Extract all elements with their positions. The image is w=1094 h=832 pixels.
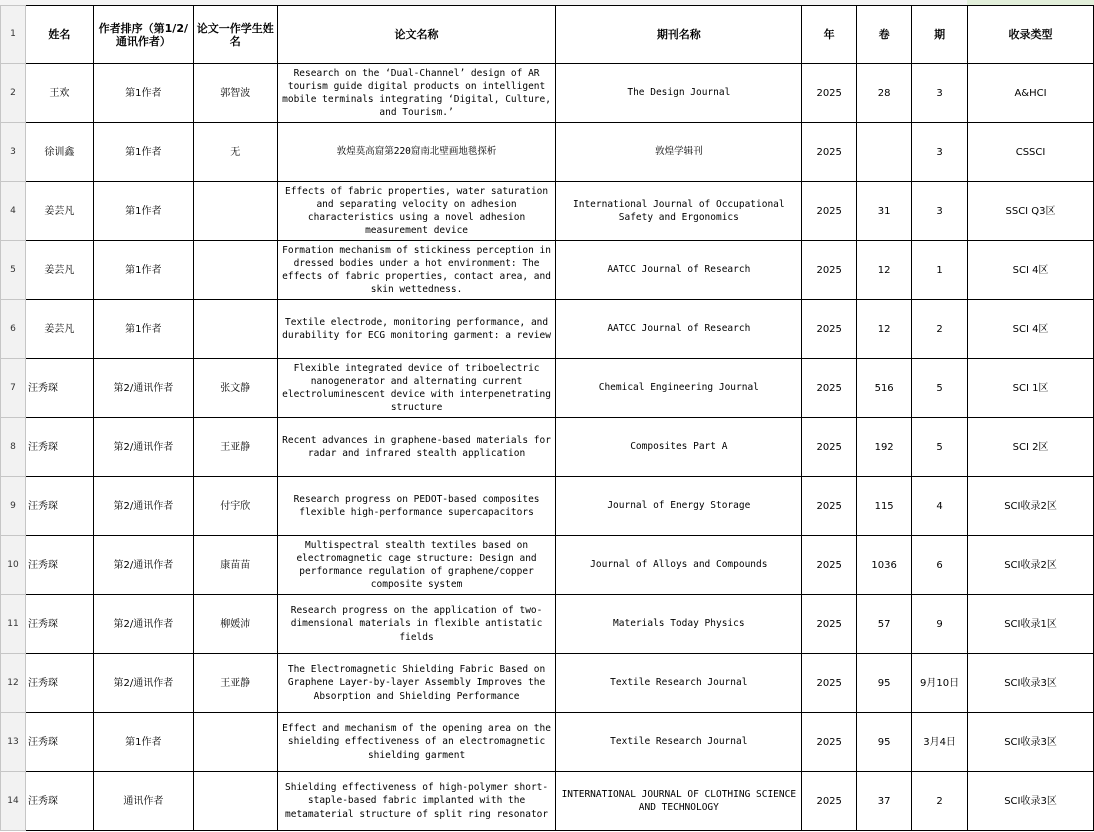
cell-author-rank[interactable]: 第1作者 [93, 241, 193, 300]
cell-volume[interactable]: 37 [857, 772, 912, 831]
cell-index[interactable]: SCI收录1区 [968, 595, 1094, 654]
cell-name[interactable]: 汪秀琛 [25, 595, 93, 654]
cell-issue[interactable]: 5 [912, 359, 968, 418]
cell-name[interactable]: 汪秀琛 [25, 536, 93, 595]
cell-journal[interactable]: Chemical Engineering Journal [556, 359, 802, 418]
cell-name[interactable]: 汪秀琛 [25, 772, 93, 831]
table-row [1, 477, 1094, 536]
cell-volume[interactable]: 516 [857, 359, 912, 418]
cell-author-rank[interactable]: 第2/通讯作者 [93, 359, 193, 418]
cell-issue[interactable]: 4 [912, 477, 968, 536]
cell-title[interactable]: Research progress on PEDOT-based composites flexible high-performance supercapacitors [277, 477, 556, 536]
cell-volume[interactable] [857, 123, 912, 182]
cell-journal[interactable]: International Journal of Occupational Safety and Ergonomics [556, 182, 802, 241]
cell-index[interactable]: SCI收录2区 [968, 477, 1094, 536]
cell-author-rank[interactable]: 第1作者 [93, 123, 193, 182]
cell-journal[interactable]: AATCC Journal of Research [556, 300, 802, 359]
row-number[interactable]: 11 [1, 595, 26, 654]
cell-author-rank[interactable]: 第2/通讯作者 [93, 418, 193, 477]
row-number[interactable]: 14 [1, 772, 26, 831]
cell-volume[interactable]: 115 [857, 477, 912, 536]
cell-index[interactable]: SCI收录3区 [968, 654, 1094, 713]
cell-index[interactable]: SCI 4区 [968, 241, 1094, 300]
cell-name[interactable]: 徐训鑫 [25, 123, 93, 182]
cell-index[interactable]: SCI收录3区 [968, 713, 1094, 772]
cell-title[interactable]: Research on the ‘Dual-Channel’ design of AR tourism guide digital products on intelligent mobile terminals integrating ‘Digital, Culture, and Tourism.’ [277, 64, 556, 123]
col-header-year[interactable]: 年 [802, 6, 857, 64]
cell-title[interactable]: Effects of fabric properties, water saturation and separating velocity on adhesion characteristics using a novel adhesion measurement device [277, 182, 556, 241]
row-number[interactable]: 5 [1, 241, 26, 300]
cell-year[interactable]: 2025 [802, 182, 857, 241]
cell-author-rank[interactable]: 第2/通讯作者 [93, 595, 193, 654]
col-header-issue[interactable]: 期 [912, 6, 968, 64]
cell-issue[interactable]: 3月4日 [912, 713, 968, 772]
cell-name[interactable]: 汪秀琛 [25, 654, 93, 713]
papers-table [0, 5, 1094, 831]
cell-volume[interactable]: 192 [857, 418, 912, 477]
row-number[interactable]: 3 [1, 123, 26, 182]
cell-year[interactable]: 2025 [802, 300, 857, 359]
cell-journal[interactable]: The Design Journal [556, 64, 802, 123]
cell-journal[interactable]: Textile Research Journal [556, 713, 802, 772]
row-number[interactable]: 7 [1, 359, 26, 418]
row-number[interactable]: 9 [1, 477, 26, 536]
cell-index[interactable]: SCI 2区 [968, 418, 1094, 477]
cell-volume[interactable]: 1036 [857, 536, 912, 595]
cell-issue[interactable]: 2 [912, 300, 968, 359]
row-number[interactable]: 2 [1, 64, 26, 123]
table-row [1, 713, 1094, 772]
cell-title[interactable]: Flexible integrated device of triboelectric nanogenerator and alternating current electroluminescent device with interpenetrating structure [277, 359, 556, 418]
cell-index[interactable]: SCI收录2区 [968, 536, 1094, 595]
cell-issue[interactable]: 1 [912, 241, 968, 300]
cell-name[interactable]: 汪秀琛 [25, 477, 93, 536]
cell-title[interactable]: Shielding effectiveness of high-polymer short-staple-based fabric implanted with the metamaterial structure of split ring resonator [277, 772, 556, 831]
cell-name[interactable]: 汪秀琛 [25, 418, 93, 477]
cell-year[interactable]: 2025 [802, 713, 857, 772]
cell-index[interactable]: A&HCI [968, 64, 1094, 123]
cell-index[interactable]: SCI收录3区 [968, 772, 1094, 831]
cell-volume[interactable]: 28 [857, 64, 912, 123]
row-number[interactable]: 12 [1, 654, 26, 713]
cell-year[interactable]: 2025 [802, 772, 857, 831]
header-row [1, 6, 1094, 64]
cell-author-rank[interactable]: 第1作者 [93, 713, 193, 772]
cell-author-rank[interactable]: 第1作者 [93, 182, 193, 241]
table-row [1, 536, 1094, 595]
cell-title[interactable]: Research progress on the application of two-dimensional materials in flexible antistatic fields [277, 595, 556, 654]
cell-index[interactable]: SSCI Q3区 [968, 182, 1094, 241]
cell-year[interactable]: 2025 [802, 654, 857, 713]
cell-volume[interactable]: 12 [857, 241, 912, 300]
cell-name[interactable]: 王欢 [25, 64, 93, 123]
col-header-index[interactable]: 收录类型 [968, 6, 1094, 64]
cell-index[interactable]: SCI 4区 [968, 300, 1094, 359]
table-row [1, 64, 1094, 123]
cell-student[interactable]: 王亚静 [193, 418, 277, 477]
cell-volume[interactable]: 95 [857, 654, 912, 713]
cell-journal[interactable]: Materials Today Physics [556, 595, 802, 654]
col-header-journal[interactable]: 期刊名称 [556, 6, 802, 64]
cell-title[interactable]: Textile electrode, monitoring performance, and durability for ECG monitoring garment: a review [277, 300, 556, 359]
cell-student[interactable] [193, 713, 277, 772]
cell-student[interactable]: 柳媛沛 [193, 595, 277, 654]
cell-year[interactable]: 2025 [802, 359, 857, 418]
cell-journal[interactable]: Textile Research Journal [556, 654, 802, 713]
cell-volume[interactable]: 57 [857, 595, 912, 654]
cell-year[interactable]: 2025 [802, 123, 857, 182]
col-header-name[interactable]: 姓名 [25, 6, 93, 64]
cell-index[interactable]: CSSCI [968, 123, 1094, 182]
row-number[interactable]: 10 [1, 536, 26, 595]
col-header-author-rank[interactable]: 作者排序（第1/2/通讯作者） [93, 6, 193, 64]
cell-issue[interactable]: 3 [912, 182, 968, 241]
cell-author-rank[interactable]: 第2/通讯作者 [93, 654, 193, 713]
cell-issue[interactable]: 9 [912, 595, 968, 654]
cell-name[interactable]: 汪秀琛 [25, 713, 93, 772]
cell-student[interactable]: 康苗苗 [193, 536, 277, 595]
row-number[interactable]: 13 [1, 713, 26, 772]
cell-year[interactable]: 2025 [802, 536, 857, 595]
cell-student[interactable] [193, 182, 277, 241]
cell-name[interactable]: 汪秀琛 [25, 359, 93, 418]
cell-title[interactable]: Effect and mechanism of the opening area on the shielding effectiveness of an electromagnetic shielding garment [277, 713, 556, 772]
cell-name[interactable]: 姜芸凡 [25, 241, 93, 300]
table-row [1, 654, 1094, 713]
cell-issue[interactable]: 5 [912, 418, 968, 477]
cell-year[interactable]: 2025 [802, 64, 857, 123]
cell-volume[interactable]: 31 [857, 182, 912, 241]
cell-student[interactable]: 王亚静 [193, 654, 277, 713]
cell-journal[interactable]: INTERNATIONAL JOURNAL OF CLOTHING SCIENCE AND TECHNOLOGY [556, 772, 802, 831]
cell-student[interactable] [193, 300, 277, 359]
table-row [1, 595, 1094, 654]
cell-title[interactable]: 敦煌莫高窟第220窟南北壁画地毯探析 [277, 123, 556, 182]
table-row [1, 182, 1094, 241]
cell-student[interactable] [193, 772, 277, 831]
cell-journal[interactable]: Journal of Alloys and Compounds [556, 536, 802, 595]
row-number[interactable]: 6 [1, 300, 26, 359]
cell-student[interactable]: 付宇欣 [193, 477, 277, 536]
cell-year[interactable]: 2025 [802, 418, 857, 477]
col-header-volume[interactable]: 卷 [857, 6, 912, 64]
col-header-title[interactable]: 论文名称 [277, 6, 556, 64]
row-number[interactable]: 1 [1, 6, 26, 64]
cell-journal[interactable]: Journal of Energy Storage [556, 477, 802, 536]
cell-author-rank[interactable]: 通讯作者 [93, 772, 193, 831]
cell-index[interactable]: SCI 1区 [968, 359, 1094, 418]
row-number[interactable]: 8 [1, 418, 26, 477]
cell-volume[interactable]: 95 [857, 713, 912, 772]
cell-title[interactable]: The Electromagnetic Shielding Fabric Based on Graphene Layer-by-layer Assembly Improves the Absorption and Shielding Performance [277, 654, 556, 713]
cell-author-rank[interactable]: 第1作者 [93, 64, 193, 123]
cell-year[interactable]: 2025 [802, 241, 857, 300]
cell-journal[interactable]: AATCC Journal of Research [556, 241, 802, 300]
table-row [1, 241, 1094, 300]
table-row [1, 359, 1094, 418]
table-row [1, 418, 1094, 477]
cell-student[interactable] [193, 241, 277, 300]
cell-year[interactable]: 2025 [802, 595, 857, 654]
cell-title[interactable]: Formation mechanism of stickiness perception in dressed bodies under a hot environment: The effects of fabric properties, contact area, and skin wettedness. [277, 241, 556, 300]
cell-author-rank[interactable]: 第1作者 [93, 300, 193, 359]
cell-issue[interactable]: 3 [912, 123, 968, 182]
cell-student[interactable]: 张文静 [193, 359, 277, 418]
cell-issue[interactable]: 2 [912, 772, 968, 831]
cell-issue[interactable]: 6 [912, 536, 968, 595]
row-number[interactable]: 4 [1, 182, 26, 241]
table-row [1, 123, 1094, 182]
cell-author-rank[interactable]: 第2/通讯作者 [93, 477, 193, 536]
cell-year[interactable]: 2025 [802, 477, 857, 536]
cell-issue[interactable]: 9月10日 [912, 654, 968, 713]
cell-name[interactable]: 姜芸凡 [25, 182, 93, 241]
cell-student[interactable]: 郭智波 [193, 64, 277, 123]
table-row [1, 772, 1094, 831]
cell-author-rank[interactable]: 第2/通讯作者 [93, 536, 193, 595]
cell-journal[interactable]: Composites Part A [556, 418, 802, 477]
table-row [1, 300, 1094, 359]
cell-issue[interactable]: 3 [912, 64, 968, 123]
cell-name[interactable]: 姜芸凡 [25, 300, 93, 359]
cell-title[interactable]: Multispectral stealth textiles based on electromagnetic cage structure: Design and performance regulation of graphene/copper composite system [277, 536, 556, 595]
cell-journal[interactable]: 敦煌学辑刊 [556, 123, 802, 182]
cell-student[interactable]: 无 [193, 123, 277, 182]
cell-title[interactable]: Recent advances in graphene-based materials for radar and infrared stealth application [277, 418, 556, 477]
col-header-student[interactable]: 论文一作学生姓名 [193, 6, 277, 64]
cell-volume[interactable]: 12 [857, 300, 912, 359]
